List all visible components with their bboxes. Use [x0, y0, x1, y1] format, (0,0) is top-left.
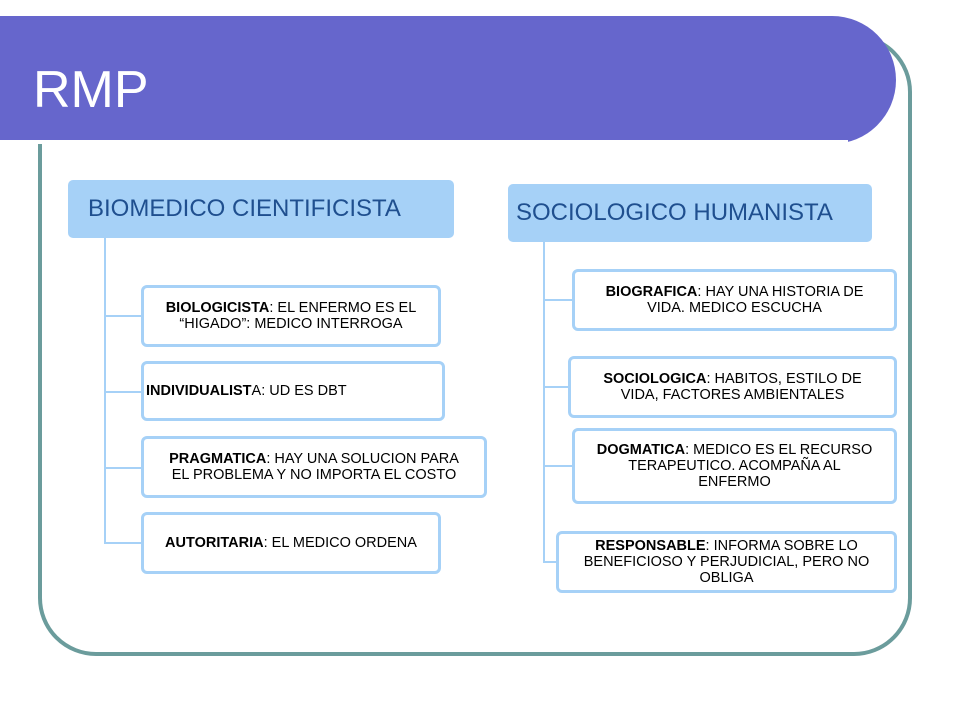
slide-title: RMP — [33, 61, 149, 119]
right-connector-4 — [543, 561, 557, 563]
item-line: DOGMATICA: MEDICO ES EL RECURSO — [596, 442, 873, 458]
title-banner — [0, 16, 896, 144]
right-connector-1 — [543, 299, 573, 301]
item-line: VIDA. MEDICO ESCUCHA — [647, 300, 822, 316]
item-line: INDIVIDUALISTA: UD ES DBT — [146, 383, 347, 399]
left-connector-2 — [104, 391, 142, 393]
item-line: ENFERMO — [698, 474, 771, 490]
heading-sociologico: SOCIOLOGICO HUMANISTA — [508, 184, 872, 242]
item-sociologica — [568, 356, 897, 418]
item-autoritaria — [141, 512, 441, 574]
item-dogmatica — [572, 428, 897, 504]
item-line: RESPONSABLE: INFORMA SOBRE LO — [595, 538, 858, 554]
item-biografica — [572, 269, 897, 331]
left-connector-4 — [104, 542, 142, 544]
item-line: BIOGRAFICA: HAY UNA HISTORIA DE — [605, 284, 864, 300]
item-line: OBLIGA — [699, 570, 754, 586]
item-line: “HIGADO”: MEDICO INTERROGA — [179, 316, 403, 332]
item-line: PRAGMATICA: HAY UNA SOLUCION PARA — [169, 451, 459, 467]
right-connector-trunk — [543, 242, 545, 562]
left-connector-1 — [104, 315, 142, 317]
right-connector-2 — [543, 386, 569, 388]
item-responsable — [556, 531, 897, 593]
item-line: AUTORITARIA: EL MEDICO ORDENA — [165, 535, 417, 551]
item-individualista — [141, 361, 445, 421]
item-line: TERAPEUTICO. ACOMPAÑA AL — [628, 458, 841, 474]
item-pragmatica — [141, 436, 487, 498]
banner-underline — [0, 140, 848, 144]
item-biologicista — [141, 285, 441, 347]
item-line: EL PROBLEMA Y NO IMPORTA EL COSTO — [171, 467, 457, 483]
left-connector-3 — [104, 467, 142, 469]
heading-biomedico: BIOMEDICO CIENTIFICISTA — [68, 180, 454, 238]
item-line: SOCIOLOGICA: HABITOS, ESTILO DE — [603, 371, 862, 387]
right-connector-3 — [543, 465, 573, 467]
item-line: VIDA, FACTORES AMBIENTALES — [620, 387, 845, 403]
item-line: BENEFICIOSO Y PERJUDICIAL, PERO NO — [583, 554, 870, 570]
item-line: BIOLOGICISTA: EL ENFERMO ES EL — [165, 300, 417, 316]
